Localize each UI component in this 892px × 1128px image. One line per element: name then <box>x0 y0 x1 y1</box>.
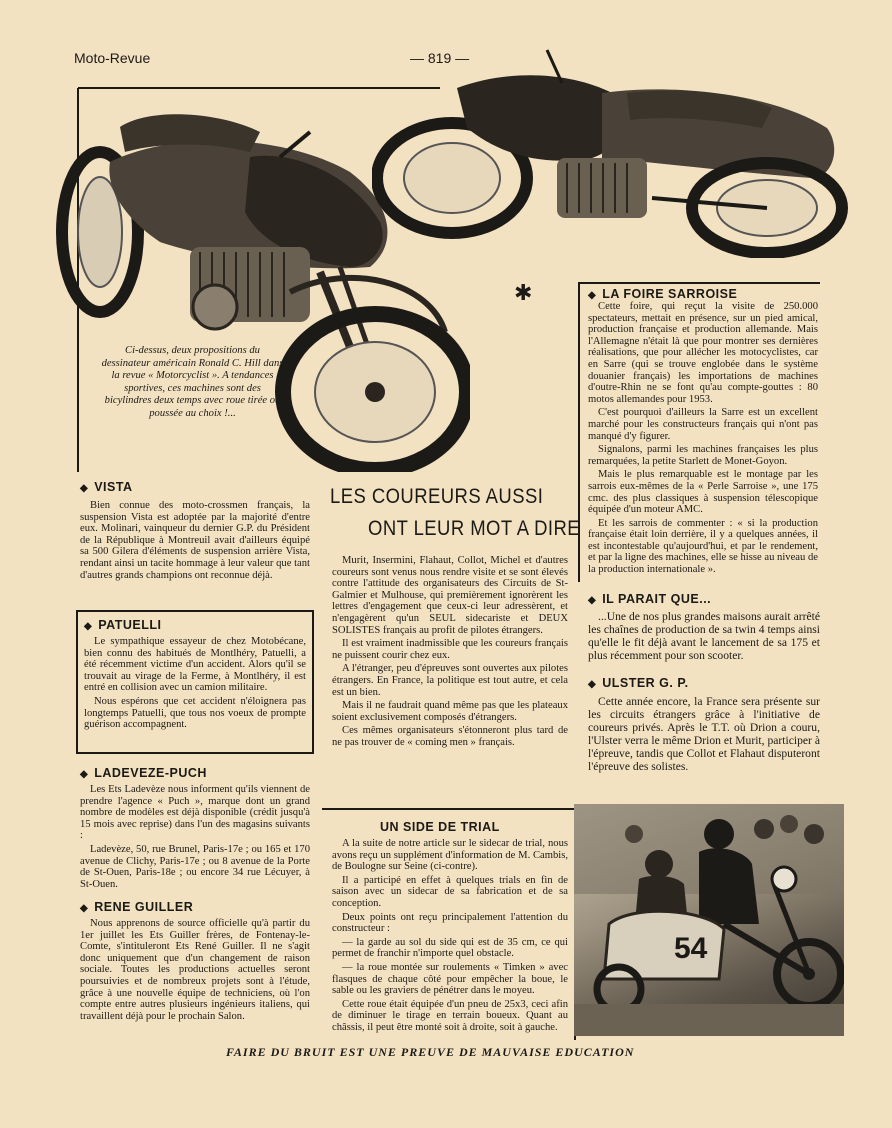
ladeveze-body <box>80 784 310 892</box>
side-trial-paragraph: — la garde au sol du side qui est de 35 cm, ce qui permet de franchir n'importe quel obstacle. <box>332 936 568 960</box>
parait-title: IL PARAIT QUE... <box>602 592 712 606</box>
footer-slogan: FAIRE DU BRUIT EST UNE PREUVE DE MAUVAISE EDUCATION <box>226 1045 635 1059</box>
vista-title: VISTA <box>94 480 133 494</box>
sidecar-trial-photo <box>574 804 844 1036</box>
guiller-title: RENE GUILLER <box>94 900 194 914</box>
side-trial-paragraph: — la roue montée sur roulements « Timken » avec flasques de chaque côté pour empêcher la boue, le sable ou les graviers de pénétrer dans le moyeu. <box>332 961 568 997</box>
side-trial-paragraph: A la suite de notre article sur le sidecar de trial, nous avons reçu un supplément d'information de M. Cambis, de Boulogne sur Seine (ci-contre). <box>332 838 568 873</box>
section-heading-parait <box>588 592 711 606</box>
patuelli-body <box>84 636 306 733</box>
coureurs-paragraph: A l'étranger, peu d'épreuves sont ouvertes aux pilotes étrangers. En France, la politique est tout autre, et cela est un bien. <box>332 663 568 698</box>
diamond-bullet-icon: ◆ <box>80 483 89 494</box>
diamond-bullet-icon: ◆ <box>80 769 89 780</box>
side-trial-paragraph: Deux points ont reçu principalement l'attention du constructeur : <box>332 911 568 935</box>
motorcycle-illustration-right <box>372 48 852 258</box>
section-heading-ulster <box>588 676 689 690</box>
headline-line-2: ONT LEUR MOT A DIRE <box>368 517 581 540</box>
side-trial-paragraph: Il a participé en effet à quelques trials en fin de saison avec un sidecar de sa fabrication et de sa conception. <box>332 874 568 909</box>
section-heading-sarroise <box>588 287 737 301</box>
coureurs-paragraph: Mais il ne faudrait quand même pas que les plateaux soient exclusivement composés d'étrangers. <box>332 700 568 723</box>
side-trial-body <box>332 838 568 1036</box>
sarroise-paragraph: C'est pourquoi d'ailleurs la Sarre est un excellent marché pour les constructeurs français qui n'ont pas manqué d'y figurer. <box>588 407 818 442</box>
ladeveze-paragraph: Les Ets Ladevèze nous informent qu'ils viennent de prendre l'agence « Puch », marque dont un grand nombre de modèles est déjà disponible (crédit jusqu'à 15 mois avec reprise) dans l'un des magasins suivants : <box>80 784 310 842</box>
motorcycle-drawing-right <box>372 48 852 258</box>
sarroise-paragraph: Et les sarrois de commenter : « si la production française était loin derrière, il y a quelques années, il est incontestable qu'aujourd'hui, et par le rendement, et par la ligne des machines, elle se hisse au niveau de la production internationale ». <box>588 517 818 576</box>
patuelli-title: PATUELLI <box>98 618 162 632</box>
sarroise-title: LA FOIRE SARROISE <box>602 287 738 301</box>
section-heading-ladeveze <box>80 766 207 780</box>
section-heading-vista <box>80 480 133 494</box>
race-number-plate: 54 <box>674 932 708 965</box>
sidecar-photo-drawing <box>574 804 844 1036</box>
diamond-bullet-icon: ◆ <box>84 621 93 632</box>
diamond-bullet-icon: ◆ <box>588 290 597 301</box>
diamond-bullet-icon: ◆ <box>588 595 597 606</box>
sarroise-paragraph: Signalons, parmi les machines françaises les plus remarquées, la petite Starlett de Monet-Goyon. <box>588 444 818 467</box>
page-number: — 819 — <box>410 50 470 66</box>
magazine-title: Moto-Revue <box>74 50 151 66</box>
ulster-body <box>588 695 820 775</box>
coureurs-body <box>332 555 568 751</box>
sarroise-body <box>588 301 818 578</box>
ladeveze-title: LADEVEZE-PUCH <box>94 766 207 780</box>
ulster-paragraph: Cette année encore, la France sera présente sur les circuits étrangers grâce à l'initiative de coureurs privés. Après le T.T. où Drion a couru, l'Ulster verra le même Drion et Murit, participer à l'épreuve, tandis que Collot et Flahaut disputeront l'épreuve des solistes. <box>588 695 820 773</box>
side-trial-paragraph: Cette roue était équipée d'un pneu de 25x3, ceci afin de diminuer le tirage en terrain boueux. Quant au châssis, il peut être monté soit à droite, soit à gauche. <box>332 998 568 1033</box>
patuelli-paragraph: Nous espérons que cet accident n'éloignera pas longtemps Patuelli, que tous nos voeux de prompte guérison accompagnent. <box>84 695 306 731</box>
diamond-bullet-icon: ◆ <box>588 679 597 690</box>
coureurs-paragraph: Murit, Insermini, Flahaut, Collot, Michel et d'autres coureurs sont venus nous rendre visite et se sont élevés contre l'attitude des organisateurs des Circuits de St-Galmier et Mulhouse, qui premièrement ignorèrent les lettres d'engagement que ceux-ci leur adressèrent, et n'engagèrent qu'un SEUL sidecariste et DEUX SOLISTES français au profit de pilotes étrangers. <box>332 555 568 636</box>
illustration-caption: Ci-dessus, deux propositions du dessinateur américain Ronald C. Hill dans la revue « Motorcyclist ». A tendances sportives, ces machines sont des bicylindres deux temps avec roue tirée ou poussée au choix !... <box>101 345 284 419</box>
parait-paragraph: ...Une de nos plus grandes maisons aurait arrêté les chaînes de production de sa twin 4 temps ainsi qu'elle le fit déjà avant le lancement de sa 175 et plus récemment pour son scooter. <box>588 610 820 662</box>
guiller-paragraph: Nous apprenons de source officielle qu'à partir du 1er juillet les Ets Guiller frères, de Fontenay-le-Comte, s'intituleront Ets René Guiller. Il ne s'agit donc uniquement que d'un changement de raison sociale. Toutes les productions actuelles seront poursuivies et de nombreux projets sont à l'étude, grâce à une nouvelle équipe de techniciens, où l'on compte entre autres plusieurs ingénieurs italiens, qui travaillent déjà pour le prochain Salon. <box>80 918 310 1022</box>
ulster-title: ULSTER G. P. <box>602 676 689 690</box>
vista-paragraph: Bien connue des moto-crossmen français, la suspension Vista est adoptée par la majorité d'entre eux. Molinari, vainqueur du dernier G.P. du Président de la République à Montreuil avait d'ailleurs équipé sa 500 Gilera d'éléments de suspension arrière Vista, rendant ainsi un tacite hommage à leur valeur que tant d'autres grands champions ont reconnue déjà. <box>80 500 310 581</box>
diamond-bullet-icon: ◆ <box>80 903 89 914</box>
guiller-body <box>80 918 310 1024</box>
star-ornament: ✱ <box>514 281 533 306</box>
section-heading-patuelli <box>84 618 161 632</box>
sarroise-side-rule <box>578 282 582 582</box>
coureurs-paragraph: Il est vraiment inadmissible que les coureurs français ne puissent courir chez eux. <box>332 638 568 661</box>
parait-body <box>588 610 820 664</box>
sarroise-paragraph: Cette foire, qui reçut la visite de 250.000 spectateurs, mettait en présence, sur un pied amical, production française et production allemande. Mais l'Allemagne n'était là que pour montrer ses dernières réalisations, que pour allécher les motocyclistes, car en Sarre (qui se trouve englobée dans le système douanier français) les importations de machines d'outre-Rhin ne se font qu'au compte-gouttes : 80 motos allemandes pour 1953. <box>588 301 818 405</box>
sarroise-paragraph: Mais le plus remarquable est le montage par les sarrois eux-mêmes de la « Perle Sarroise », une 175 cmc. des plus classiques à suspension télescopique équipée d'un moteur AMC. <box>588 469 818 516</box>
section-heading-side-trial: UN SIDE DE TRIAL <box>380 820 500 834</box>
headline-line-1: LES COUREURS AUSSI <box>330 485 544 508</box>
coureurs-paragraph: Ces mêmes organisateurs s'étonneront plus tard de ne pas trouver de « coming men » français. <box>332 725 568 748</box>
patuelli-paragraph: Le sympathique essayeur de chez Motobécane, bien connu des habitués de Montlhéry, Patuelli, a été récemment victime d'un accident. Alors qu'il se trouvait au virage de la Ferme, à Montlhéry, il est entré en collision avec un camion militaire. <box>84 636 306 694</box>
section-heading-guiller <box>80 900 193 914</box>
vista-body <box>80 500 310 583</box>
ladeveze-paragraph: Ladevèze, 50, rue Brunel, Paris-17e ; ou 165 et 170 avenue de Clichy, Paris-17e ; ou 8 avenue de la Porte de St-Ouen, Paris-18e ; ou encore 34 rue Lécuyer, à St-Ouen. <box>80 843 310 890</box>
